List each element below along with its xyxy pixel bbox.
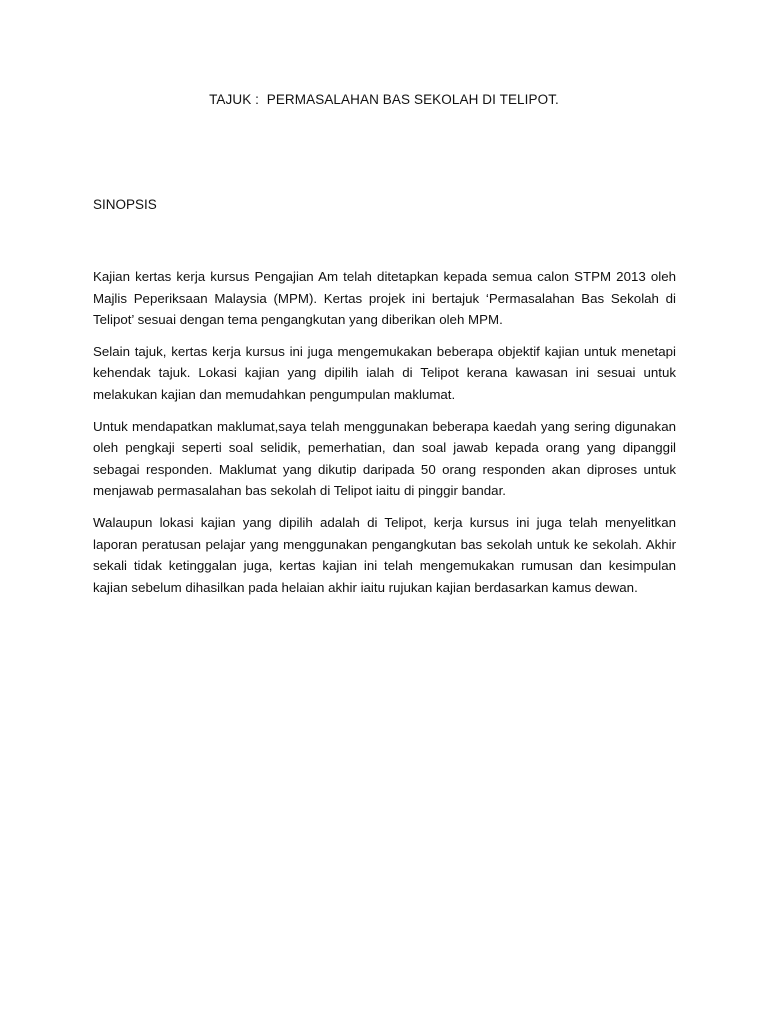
- body-paragraph: Selain tajuk, kertas kerja kursus ini juga mengemukakan beberapa objektif kajian untuk menetapi kehendak tajuk. Lokasi kajian yang dipilih ialah di Telipot kerana kawasan ini sesuai untuk melakukan kajian dan memudahkan pengumpulan maklumat.: [93, 343, 676, 402]
- body-paragraph: Untuk mendapatkan maklumat,saya telah menggunakan beberapa kaedah yang sering digunakan oleh pengkaji seperti soal selidik, pemerhatian, dan soal jawab kepada orang yang dipanggil sebagai responden. Maklumat yang dikutip daripada 50 orang responden akan diproses untuk menjawab permasalahan bas sekolah di Telipot iaitu di pinggir bandar.: [93, 418, 676, 499]
- body-paragraph: Kajian kertas kerja kursus Pengajian Am telah ditetapkan kepada semua calon STPM 2013 oleh Majlis Peperiksaan Malaysia (MPM). Kertas projek ini bertajuk ‘Permasalahan Bas Sekolah di Telipot’ sesuai dengan tema pengangkutan yang diberikan oleh MPM.: [93, 269, 676, 328]
- document-title: TAJUK : PERMASALAHAN BAS SEKOLAH DI TELIPOT.: [209, 92, 559, 107]
- section-heading-sinopsis: SINOPSIS: [93, 197, 157, 212]
- document-body: [93, 266, 676, 608]
- body-paragraph: Walaupun lokasi kajian yang dipilih adalah di Telipot, kerja kursus ini juga telah menyelitkan laporan peratusan pelajar yang menggunakan pengangkutan bas sekolah untuk ke sekolah. Akhir sekali tidak ketinggalan juga, kertas kajian ini telah mengemukakan rumusan dan kesimpulan kajian sebelum dihasilkan pada helaian akhir iaitu rujukan kajian berdasarkan kamus dewan.: [93, 514, 676, 595]
